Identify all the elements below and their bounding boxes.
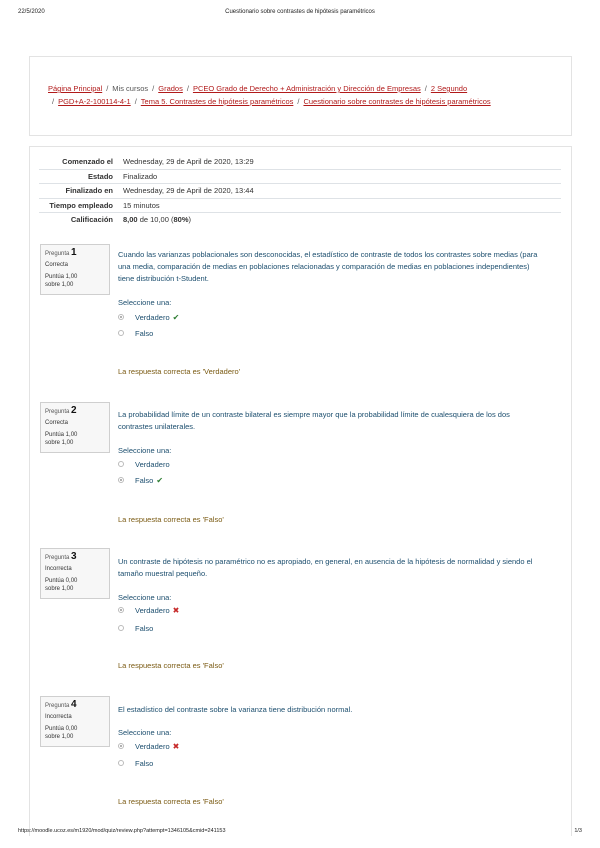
radio-checked-icon[interactable] [118, 607, 124, 613]
option-label: Falso [135, 758, 154, 768]
question-state: Correcta [45, 262, 69, 268]
question-number: 3 [71, 551, 77, 562]
crumb-program[interactable]: PCEO Grado de Derecho + Administración y Dirección de Empresas [192, 84, 421, 93]
radio-checked-icon[interactable] [118, 743, 124, 749]
print-url: https://moodle.ucoz.es/m1920/mod/quiz/review.php?attempt=1346105&cmid=241153 [18, 828, 226, 834]
summary-label: Finalizado en [65, 186, 113, 195]
correct-answer-feedback: La respuesta correcta es 'Verdadero' [118, 367, 241, 376]
question-state: Incorrecta [45, 566, 72, 572]
check-icon: ✔ [156, 475, 164, 485]
question-info [40, 402, 110, 453]
radio-icon[interactable] [118, 625, 124, 631]
crumb-separator: / [134, 96, 137, 106]
question-max: sobre 1,00 [45, 734, 74, 740]
summary-label: Comenzado el [62, 157, 113, 166]
crumb-separator: / [424, 84, 427, 93]
question-points: Puntúa 1,00 [45, 274, 78, 280]
grade-score: 8,00 [123, 215, 138, 224]
crumb-separator: / [106, 84, 109, 93]
question-points: Puntúa 0,00 [45, 578, 78, 584]
correct-answer-feedback: La respuesta correcta es 'Falso' [118, 797, 224, 806]
option-label: Verdadero [135, 459, 170, 469]
summary-row-state [39, 169, 561, 184]
question-points: Puntúa 0,00 [45, 726, 78, 732]
question-state: Correcta [45, 420, 69, 426]
option-label: Falso [135, 623, 154, 633]
cross-icon: ✖ [172, 741, 180, 751]
question-word: Pregunta [45, 703, 70, 709]
option-false[interactable] [118, 758, 153, 768]
option-label: Falso [135, 475, 154, 485]
summary-row-time [39, 198, 561, 213]
option-label: Falso [135, 328, 154, 338]
crumb-my-courses: Mis cursos [112, 84, 149, 93]
question-word: Pregunta [45, 555, 70, 561]
question-info [40, 244, 110, 295]
crumb-course[interactable]: PGD+A-2-100114-4-1 [58, 96, 131, 106]
summary-label: Tiempo empleado [49, 200, 113, 210]
breadcrumb [48, 83, 558, 108]
option-true[interactable] [118, 312, 179, 322]
question-info [40, 696, 110, 747]
select-prompt: Seleccione una: [118, 728, 172, 737]
select-prompt: Seleccione una: [118, 593, 172, 602]
option-label: Verdadero [135, 605, 170, 615]
summary-row-finished [39, 184, 561, 199]
option-true[interactable] [118, 605, 179, 615]
option-false[interactable] [118, 328, 153, 338]
option-true[interactable] [118, 741, 179, 751]
summary-value: 15 minutos [123, 200, 160, 210]
radio-checked-icon[interactable] [118, 477, 124, 483]
question-text: El estadístico del contraste sobre la varianza tiene distribución normal. [118, 705, 353, 714]
question-number: 1 [71, 247, 77, 258]
question-state: Incorrecta [45, 714, 72, 720]
select-prompt: Seleccione una: [118, 298, 172, 307]
option-label: Verdadero [135, 312, 170, 322]
crumb-separator: / [297, 96, 300, 106]
crumb-grados[interactable]: Grados [158, 84, 183, 93]
question-max: sobre 1,00 [45, 282, 74, 288]
grade-rest: de 10,00 ( [139, 215, 174, 224]
print-date: 22/5/2020 [18, 9, 45, 15]
summary-row-grade [39, 213, 561, 227]
question-number: 4 [71, 699, 77, 710]
summary-row-started [39, 155, 561, 169]
radio-icon[interactable] [118, 760, 124, 766]
cross-icon: ✖ [172, 605, 180, 615]
question-max: sobre 1,00 [45, 440, 74, 446]
question-max: sobre 1,00 [45, 586, 74, 592]
question-number: 2 [71, 405, 77, 416]
question-word: Pregunta [45, 251, 70, 257]
print-title: Cuestionario sobre contrastes de hipótesis paramétricos [225, 9, 375, 15]
question-points: Puntúa 1,00 [45, 432, 78, 438]
radio-icon[interactable] [118, 330, 124, 336]
summary-label: Estado [87, 171, 113, 181]
select-prompt: Seleccione una: [118, 446, 172, 455]
breadcrumb-panel [29, 56, 572, 136]
correct-answer-feedback: La respuesta correcta es 'Falso' [118, 661, 224, 670]
crumb-quiz[interactable]: Cuestionario sobre contrastes de hipótesis paramétricos [303, 96, 491, 106]
summary-grade [118, 213, 561, 227]
summary-value: Finalizado [123, 171, 158, 181]
summary-value: Wednesday, 29 de April de 2020, 13:29 [123, 157, 254, 166]
crumb-separator: / [152, 84, 155, 93]
radio-icon[interactable] [118, 461, 124, 467]
print-header [18, 9, 582, 19]
option-true[interactable] [118, 459, 170, 469]
print-page-number: 1/3 [574, 828, 582, 834]
crumb-topic[interactable]: Tema 5. Contrastes de hipótesis paramétricos [140, 96, 294, 106]
option-false[interactable] [118, 475, 163, 485]
question-text: Un contraste de hipótesis no paramétrico no es apropiado, en general, en ausencia de la hipótesis de normalidad y siendo el tamaño muestral pequeño. [118, 557, 533, 578]
grade-close: ) [188, 215, 191, 224]
option-label: Verdadero [135, 741, 170, 751]
radio-checked-icon[interactable] [118, 314, 124, 320]
question-text: Cuando las varianzas poblacionales son desconocidas, el estadístico de contraste de todos los contrastes sobre medias (para una media, comparación de medias en poblaciones relacionadas y comparación de medias en poblaciones independientes) tiene distribución t-Student. [118, 250, 538, 283]
question-word: Pregunta [45, 409, 70, 415]
crumb-year[interactable]: 2 Segundo [430, 84, 468, 93]
correct-answer-feedback: La respuesta correcta es 'Falso' [118, 515, 224, 524]
attempt-summary-table [39, 155, 561, 227]
crumb-separator: / [52, 96, 55, 106]
summary-value: Wednesday, 29 de April de 2020, 13:44 [123, 186, 254, 195]
print-footer [18, 828, 582, 838]
option-false[interactable] [118, 623, 153, 633]
crumb-home[interactable]: Página Principal [48, 84, 103, 93]
question-text: La probabilidad límite de un contraste bilateral es siempre mayor que la probabilidad límite de cualesquiera de los dos contrastes unilaterales. [118, 410, 510, 431]
summary-label: Calificación [70, 215, 113, 224]
question-info [40, 548, 110, 599]
check-icon: ✔ [172, 312, 180, 322]
crumb-separator: / [186, 84, 189, 93]
grade-percent: 80% [173, 215, 189, 224]
